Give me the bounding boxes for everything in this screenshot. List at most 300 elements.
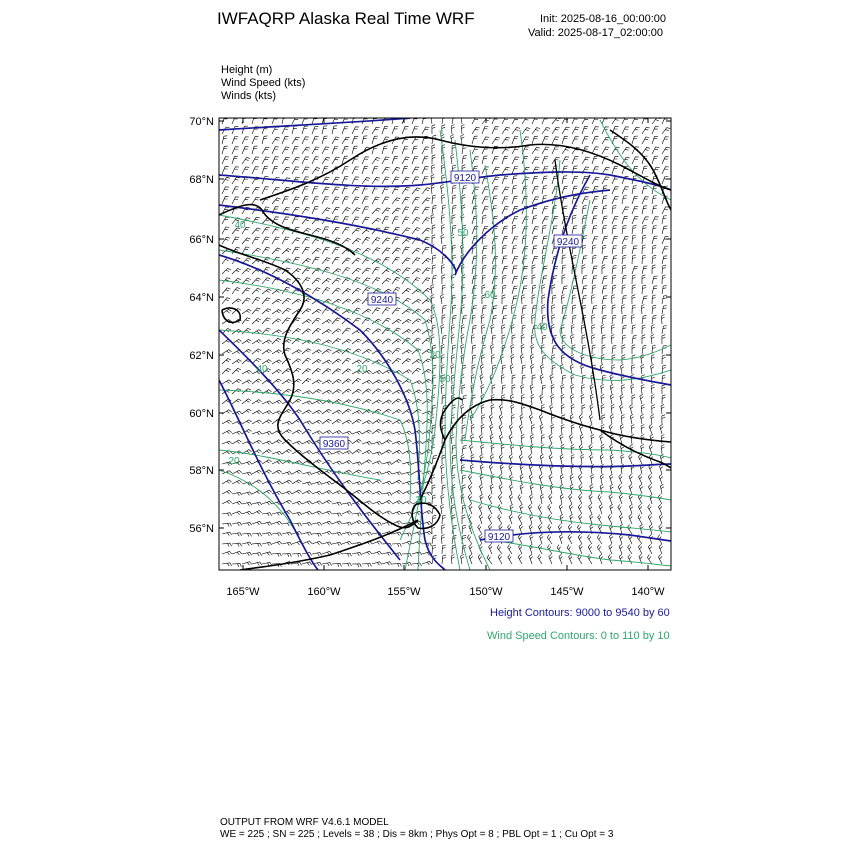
wind-barb xyxy=(621,305,624,315)
wind-barb xyxy=(632,266,638,274)
wind-barb xyxy=(322,542,332,546)
wind-barb xyxy=(592,306,597,314)
wind-barb xyxy=(550,374,554,384)
wind-barb xyxy=(462,445,467,454)
wind-barb xyxy=(272,157,279,164)
wind-barb xyxy=(492,157,499,164)
wind-barb xyxy=(531,394,534,404)
wind-barb xyxy=(592,266,598,274)
wind-barb xyxy=(509,464,513,474)
wind-barb xyxy=(342,197,349,204)
wind-barb xyxy=(482,187,489,194)
wind-barb xyxy=(232,137,238,145)
wind-barb xyxy=(622,216,628,224)
wind-barb xyxy=(322,278,331,284)
wind-barb xyxy=(342,127,348,135)
wind-barb xyxy=(509,424,513,434)
wind-barb xyxy=(262,340,272,344)
wind-barb xyxy=(432,545,436,554)
wind-barb xyxy=(222,177,230,184)
wind-barb xyxy=(520,484,524,494)
wind-barb xyxy=(441,225,444,235)
wind-barb xyxy=(412,248,421,254)
wind-barb xyxy=(272,512,282,515)
wind-barb xyxy=(481,404,484,414)
wind-barb xyxy=(452,315,457,324)
wind-barb xyxy=(641,385,644,395)
wind-barb xyxy=(262,350,272,355)
wind-barb xyxy=(622,265,626,274)
wind-barb xyxy=(332,187,339,194)
wind-barb xyxy=(472,355,476,364)
wind-barb xyxy=(322,187,329,194)
wind-barb xyxy=(272,533,282,536)
wind-barb xyxy=(532,236,538,244)
wind-barb xyxy=(602,305,606,314)
wind-barb xyxy=(582,157,590,164)
wind-barb xyxy=(542,305,545,314)
wind-barb xyxy=(651,414,655,424)
wind-barb xyxy=(602,375,606,384)
wind-barb xyxy=(302,247,310,254)
wind-barb xyxy=(631,425,634,435)
wind-barb xyxy=(462,525,466,534)
wind-barb xyxy=(611,414,614,424)
wind-barb xyxy=(500,404,504,414)
wind-barb xyxy=(611,325,614,335)
wind-barb xyxy=(272,440,282,444)
wind-barb xyxy=(242,472,252,476)
wind-barb xyxy=(372,166,378,174)
wind-barb xyxy=(372,329,381,334)
wind-barb xyxy=(322,521,332,525)
wind-barb xyxy=(618,504,622,514)
wind-barb xyxy=(302,207,310,214)
footer-config-line: WE = 225 ; SN = 225 ; Levels = 38 ; Dis = 8km ; Phys Opt = 8 ; PBL Opt = 1 ; Cu Opt = 3 xyxy=(220,829,614,840)
wind-barb xyxy=(551,394,555,404)
wind-barb xyxy=(262,147,269,154)
wind-barb xyxy=(362,309,371,314)
wind-barb xyxy=(451,334,454,344)
wind-barb xyxy=(332,269,341,274)
wind-barb xyxy=(312,380,322,384)
wind-barb xyxy=(648,504,652,514)
wind-barb xyxy=(572,315,576,324)
wind-barb xyxy=(402,238,411,244)
wind-barb xyxy=(632,235,636,244)
lat-label: 68°N xyxy=(189,174,214,186)
wind-barb xyxy=(422,156,428,164)
wind-barb xyxy=(242,187,250,194)
wind-barb xyxy=(592,335,595,344)
wind-barb xyxy=(322,247,330,254)
wind-barb xyxy=(382,511,392,515)
wind-barb xyxy=(482,255,486,264)
wind-barb xyxy=(252,248,261,254)
wind-barb xyxy=(602,167,610,174)
wind-barb xyxy=(441,294,445,304)
wind-barb xyxy=(302,421,312,425)
wind-barb xyxy=(652,127,659,134)
wind-barb xyxy=(392,339,401,344)
wind-barb xyxy=(481,424,484,434)
wind-barb xyxy=(589,444,593,454)
wind-barb xyxy=(552,315,555,324)
wind-barb xyxy=(548,504,552,514)
wind-barb xyxy=(352,339,361,344)
wind-barb xyxy=(432,195,436,204)
wind-barb xyxy=(502,187,509,194)
wind-barb xyxy=(569,554,573,564)
wind-barb xyxy=(272,461,282,465)
wind-barb xyxy=(620,394,624,404)
wind-barb xyxy=(242,328,251,334)
wind-barb xyxy=(252,340,262,344)
wind-barb xyxy=(252,237,260,244)
wind-barb xyxy=(562,255,566,264)
wind-barb xyxy=(282,237,289,244)
wind-barb xyxy=(432,485,435,494)
wind-barb xyxy=(552,127,560,134)
wind-barb xyxy=(511,444,514,454)
wind-barb xyxy=(659,474,663,484)
wind-barb xyxy=(622,345,625,354)
wind-barb xyxy=(562,186,568,194)
wind-barb xyxy=(282,421,292,425)
wind-barb xyxy=(630,404,634,414)
wind-barb xyxy=(352,197,359,204)
wind-barb xyxy=(332,369,341,374)
wind-barb xyxy=(382,552,392,556)
wind-barb xyxy=(601,384,604,394)
wind-barb xyxy=(441,504,445,514)
wind-barb xyxy=(612,177,619,184)
wind-barb xyxy=(562,375,566,384)
wind-barb xyxy=(322,349,331,354)
wind-barb xyxy=(252,308,261,314)
wind-barb xyxy=(560,484,564,494)
wind-barb xyxy=(518,514,522,524)
wind-barb xyxy=(441,535,444,545)
wind-barb xyxy=(491,324,495,334)
wind-barb xyxy=(382,208,390,214)
height-contours xyxy=(219,118,671,570)
wind-barb xyxy=(472,206,478,214)
wind-barb xyxy=(602,245,606,254)
height-legend: Height Contours: 9000 to 9540 by 60 xyxy=(490,607,670,619)
wind-barb xyxy=(451,364,454,374)
wind-barb xyxy=(352,399,361,404)
wind-barb xyxy=(592,216,597,224)
wind-barb xyxy=(509,434,513,444)
wind-barb xyxy=(512,176,517,184)
wind-barb xyxy=(662,265,666,274)
wind-barb xyxy=(492,265,497,274)
wind-barb xyxy=(532,227,539,234)
wind-barb xyxy=(588,555,592,565)
wind-barb xyxy=(628,525,633,535)
wind-barb xyxy=(272,227,280,234)
wind-barb xyxy=(502,197,508,205)
wind-barb xyxy=(312,318,321,324)
wind-barb xyxy=(491,344,495,354)
wind-barb xyxy=(382,481,392,485)
wind-barb xyxy=(292,238,300,244)
wind-barb xyxy=(632,136,638,144)
wind-barb xyxy=(342,289,351,295)
wind-barb xyxy=(312,533,322,536)
wind-barb xyxy=(652,265,656,274)
wind-barb xyxy=(592,226,597,234)
wind-barb xyxy=(352,299,361,304)
height-contour-label: 9120 xyxy=(487,532,511,543)
wind-barb xyxy=(332,329,341,334)
height-contour xyxy=(219,190,610,275)
wind-barb xyxy=(562,136,568,144)
wind-barb xyxy=(642,345,646,354)
wind-barb xyxy=(482,207,489,214)
wind-barb xyxy=(252,157,259,164)
wind-barb xyxy=(622,147,630,154)
wind-barb xyxy=(252,440,262,444)
wind-barb xyxy=(662,275,666,284)
wind-barb xyxy=(550,404,554,414)
wind-barb xyxy=(648,514,652,524)
wind-barb xyxy=(441,365,444,375)
wind-barb xyxy=(292,167,299,174)
wind-barb xyxy=(272,553,282,556)
wind-barb xyxy=(372,442,382,446)
wind-barb xyxy=(312,501,322,505)
wind-barb xyxy=(542,385,546,394)
wind-barb xyxy=(432,125,435,134)
wind-barb xyxy=(372,238,380,244)
wind-barb xyxy=(592,127,599,134)
wind-barb xyxy=(431,334,434,344)
wind-barb xyxy=(402,359,411,364)
wind-barb xyxy=(502,256,507,264)
wind-barb xyxy=(530,484,534,494)
wind-barb xyxy=(412,329,421,334)
wind-barb xyxy=(362,258,370,264)
wind-barb xyxy=(451,555,454,565)
wind-barb xyxy=(432,475,435,484)
wind-barb xyxy=(252,288,261,294)
wind-barb xyxy=(441,344,444,354)
wind-barb xyxy=(252,480,262,484)
wind-contour-label: 40 xyxy=(234,220,246,231)
wind-barb xyxy=(502,365,506,374)
wind-barb xyxy=(452,185,456,194)
wind-barb xyxy=(382,431,392,435)
wind-barb xyxy=(462,425,465,434)
wind-barb xyxy=(402,166,408,174)
wind-barb xyxy=(512,225,516,234)
wind-barb xyxy=(571,425,574,435)
wind-barb xyxy=(352,187,360,194)
wind-barb xyxy=(642,206,647,214)
wind-barb xyxy=(480,484,484,494)
wind-barb xyxy=(232,511,242,515)
wind-barb xyxy=(392,563,402,566)
wind-barb xyxy=(242,126,248,134)
wind-barb xyxy=(302,391,312,395)
wind-barb xyxy=(581,454,584,464)
wind-barb xyxy=(322,288,330,294)
wind-barb xyxy=(571,404,574,414)
wind-barb xyxy=(532,285,536,294)
wind-barb xyxy=(242,522,252,526)
wind-barb xyxy=(322,430,332,434)
wind-barb xyxy=(572,215,576,224)
wind-barb xyxy=(342,409,351,414)
wind-barb xyxy=(252,553,262,557)
wind-barb xyxy=(662,177,668,185)
wind-barb xyxy=(542,236,548,244)
wind-barb xyxy=(382,440,392,444)
wind-barb xyxy=(292,350,302,354)
wind-barb xyxy=(252,228,261,234)
height-contour xyxy=(219,330,400,560)
wind-barb xyxy=(570,514,574,524)
wind-barb xyxy=(472,147,479,154)
wind-barb xyxy=(222,543,232,546)
wind-barb xyxy=(452,445,456,454)
wind-barb xyxy=(539,474,543,484)
wind-barb xyxy=(222,532,232,536)
wind-barb xyxy=(541,445,544,455)
wind-barb xyxy=(502,385,506,394)
wind-barb xyxy=(332,532,342,536)
wind-barb xyxy=(332,389,341,394)
wind-barb xyxy=(512,237,518,245)
wind-barb xyxy=(362,420,372,424)
wind-barb xyxy=(332,299,341,304)
wind-barb xyxy=(362,532,372,535)
wind-barb xyxy=(382,278,391,284)
wind-barb xyxy=(232,533,242,537)
wind-barb xyxy=(638,504,642,514)
wind-barb xyxy=(532,176,538,184)
wind-barb xyxy=(552,216,558,224)
wind-barb xyxy=(272,147,279,154)
wind-barb xyxy=(580,434,584,444)
wind-barb xyxy=(652,217,659,224)
wind-barb xyxy=(540,424,544,434)
wind-barb xyxy=(432,165,435,174)
wind-barb xyxy=(538,544,542,554)
wind-barb xyxy=(422,177,428,185)
wind-barb xyxy=(432,235,435,244)
wind-barb xyxy=(412,258,420,264)
wind-barb xyxy=(222,157,229,164)
wind-barb xyxy=(561,444,564,454)
wind-barb xyxy=(602,147,609,154)
wind-barb xyxy=(631,315,634,325)
wind-barb xyxy=(532,197,539,204)
wind-barb xyxy=(560,434,564,444)
wind-barb xyxy=(540,454,544,464)
wind-barb xyxy=(282,318,290,324)
wind-barb xyxy=(662,216,667,225)
wind-barb xyxy=(632,305,636,314)
wind-barb xyxy=(582,245,586,254)
wind-barb xyxy=(492,335,496,344)
wind-barb xyxy=(660,484,664,494)
wind-barb xyxy=(452,205,456,214)
wind-barb xyxy=(529,554,533,564)
height-contour-label: 9240 xyxy=(370,295,394,306)
wind-barb xyxy=(542,276,547,284)
wind-barb xyxy=(529,454,533,464)
wind-barb xyxy=(222,420,232,424)
wind-barb xyxy=(472,227,478,235)
wind-barb xyxy=(602,345,605,354)
wind-barb xyxy=(552,345,557,354)
wind-barb xyxy=(422,167,429,174)
wind-barb xyxy=(382,177,389,184)
wind-barb xyxy=(402,207,409,214)
wind-barb xyxy=(232,551,242,555)
wind-barb xyxy=(519,524,523,534)
wind-barb xyxy=(402,258,410,264)
wind-barb xyxy=(538,555,542,565)
wind-barb xyxy=(372,177,380,184)
wind-barb xyxy=(612,285,616,294)
wind-barb xyxy=(402,187,410,194)
wind-barb xyxy=(462,186,467,195)
wind-barb xyxy=(600,474,604,484)
wind-barb xyxy=(622,255,626,264)
wind-barb xyxy=(292,137,300,144)
wind-barb xyxy=(522,405,525,414)
wind-barb xyxy=(372,551,382,555)
wind-barb xyxy=(662,128,670,134)
wind-barb xyxy=(382,167,390,174)
wind-barb xyxy=(292,269,301,275)
wind-barb xyxy=(282,430,292,435)
wind-barb xyxy=(610,454,614,464)
wind-barb xyxy=(262,450,272,455)
wind-barb xyxy=(548,514,552,524)
wind-barb xyxy=(342,238,351,244)
wind-barb xyxy=(581,394,584,404)
wind-barb xyxy=(462,396,467,405)
wind-barb xyxy=(412,207,419,214)
wind-barb xyxy=(602,276,608,284)
wind-barb xyxy=(469,504,473,514)
wind-barb xyxy=(642,235,646,244)
wind-barb xyxy=(232,379,241,384)
wind-barb xyxy=(232,431,242,435)
wind-barb xyxy=(422,147,429,154)
wind-barb xyxy=(222,217,229,224)
wind-barb xyxy=(402,350,412,354)
wind-barb xyxy=(502,226,508,234)
wind-barb xyxy=(302,511,312,515)
wind-barb xyxy=(312,369,321,375)
wind-barb xyxy=(322,157,330,164)
wind-barb xyxy=(272,310,282,315)
wind-barb xyxy=(262,177,268,184)
wind-barb xyxy=(412,177,419,184)
wind-barb xyxy=(222,563,232,566)
wind-barb xyxy=(252,431,262,435)
wind-barb xyxy=(549,454,553,464)
wind-barb xyxy=(332,288,341,294)
wind-barb xyxy=(272,166,278,174)
wind-barb xyxy=(362,349,371,354)
